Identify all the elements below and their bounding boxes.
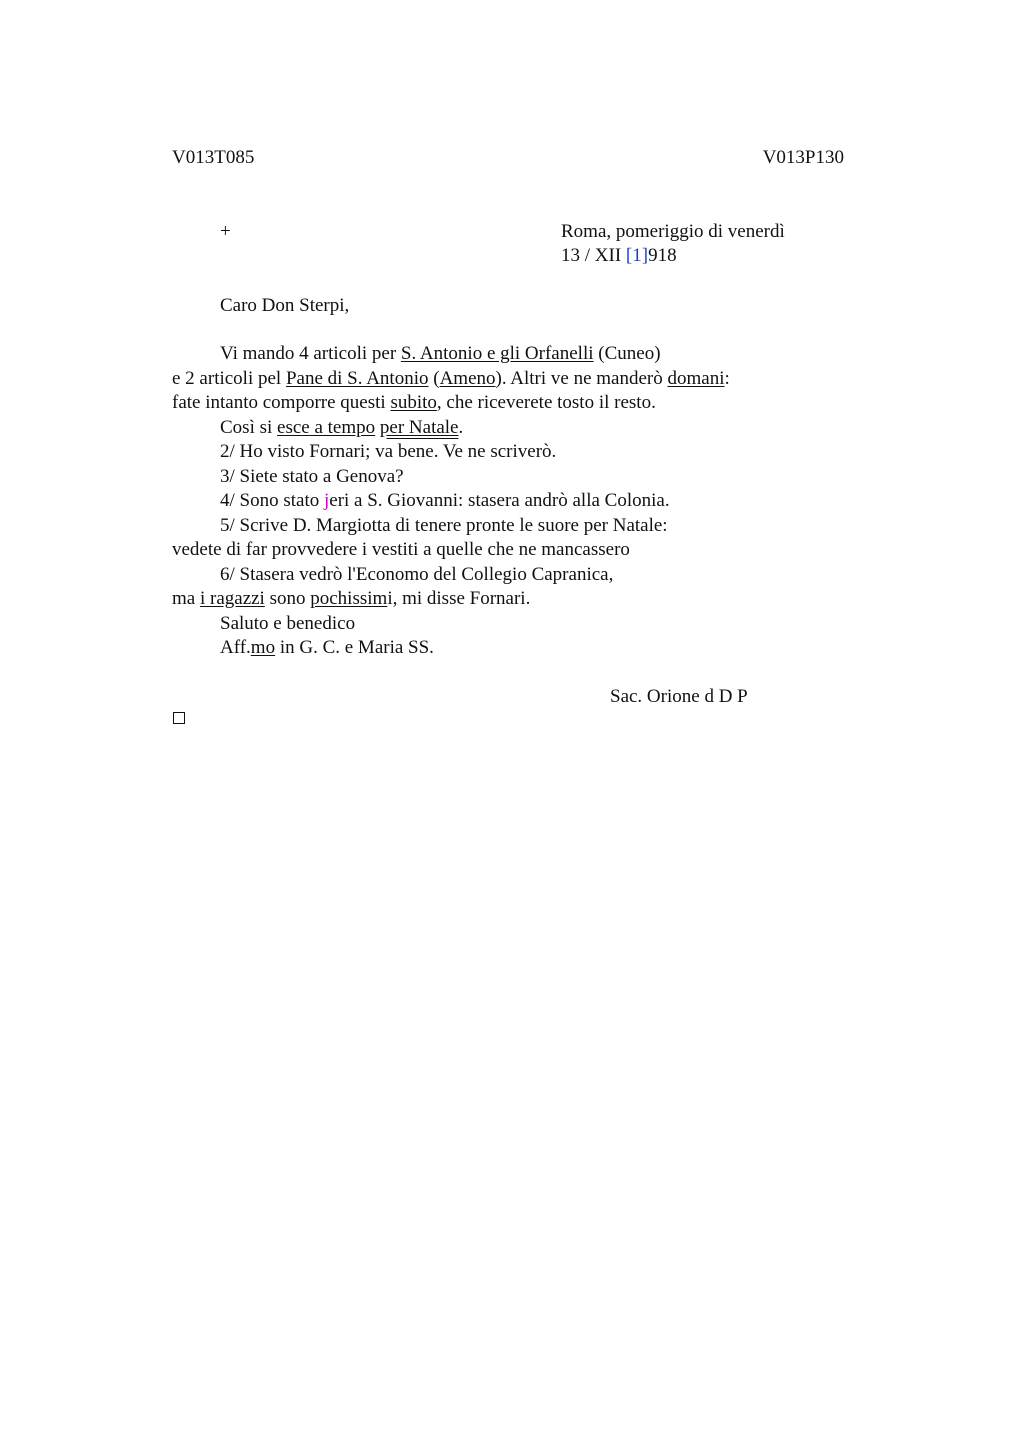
text-run: 4/ Sono stato [220,490,324,511]
underlined-text: esce a tempo [277,417,376,438]
underlined-text: domani [667,368,725,389]
text-run: Così si [220,417,278,438]
underlined-text: Ameno [439,368,496,389]
salutation: Caro Don Sterpi, [220,295,350,316]
cross-symbol: + [220,221,231,242]
correction-letter: j [323,490,330,511]
text-run: Vi mando 4 articoli per [220,343,401,364]
body-line-4 [220,416,463,440]
text-run: ( [428,368,440,389]
text-run: fate intanto comporre questi [172,392,391,413]
date-suffix: 918 [648,245,677,266]
text-run: i, mi disse Fornari. [387,588,531,609]
place-date-line1: Roma, pomeriggio di venerdì [561,221,785,242]
text-run: e 2 articoli pel [172,368,286,389]
body-line-1 [220,342,661,366]
item-5-continuation: vedete di far provvedere i vestiti a quelle che ne mancassero [172,539,630,560]
item-2: 2/ Ho visto Fornari; va bene. Ve ne scriverò. [220,441,557,462]
closing-affectionate [220,636,434,660]
text-run: ma [172,588,200,609]
document-code-right: V013P130 [762,147,844,168]
item-3: 3/ Siete stato a Genova? [220,466,404,487]
date-prefix: 13 / XII [561,245,626,266]
body-line-2 [172,367,730,391]
underlined-text: pochissim [310,588,388,609]
item-5: 5/ Scrive D. Margiotta di tenere pronte le suore per Natale: [220,515,668,536]
text-run: sono [264,588,311,609]
signature: Sac. Orione d D P [610,686,748,707]
item-6-continuation [172,587,530,611]
item-4 [220,489,670,513]
text-run: eri a S. Giovanni: stasera andrò alla Colonia. [329,490,670,511]
underlined-text: S. Antonio e gli Orfanelli [400,343,594,364]
document-code-left: V013T085 [172,147,255,168]
date-line [561,244,677,268]
underlined-text: i ragazzi [199,588,265,609]
underlined-text: mo [250,637,276,658]
underlined-text: subito [390,392,437,413]
double-underlined-text: per Natale [379,417,459,438]
text-run: : [724,368,730,389]
closing-greeting: Saluto e benedico [220,613,356,634]
text-run: ). Altri ve ne manderò [495,368,668,389]
date-bracket-open: [ [625,245,633,266]
underlined-text: Pane di S. Antonio [285,368,429,389]
body-line-3 [172,391,656,415]
text-run: Aff. [220,637,251,658]
text-run: . [458,417,464,438]
text-run: (Cuneo) [593,343,661,364]
checkbox-square-icon [173,712,185,724]
date-bracket-digit: 1 [632,245,642,266]
text-run: , che riceverete tosto il resto. [436,392,656,413]
item-6: 6/ Stasera vedrò l'Economo del Collegio Capranica, [220,564,614,585]
text-run: in G. C. e Maria SS. [275,637,434,658]
date-bracket-close: ] [641,245,649,266]
